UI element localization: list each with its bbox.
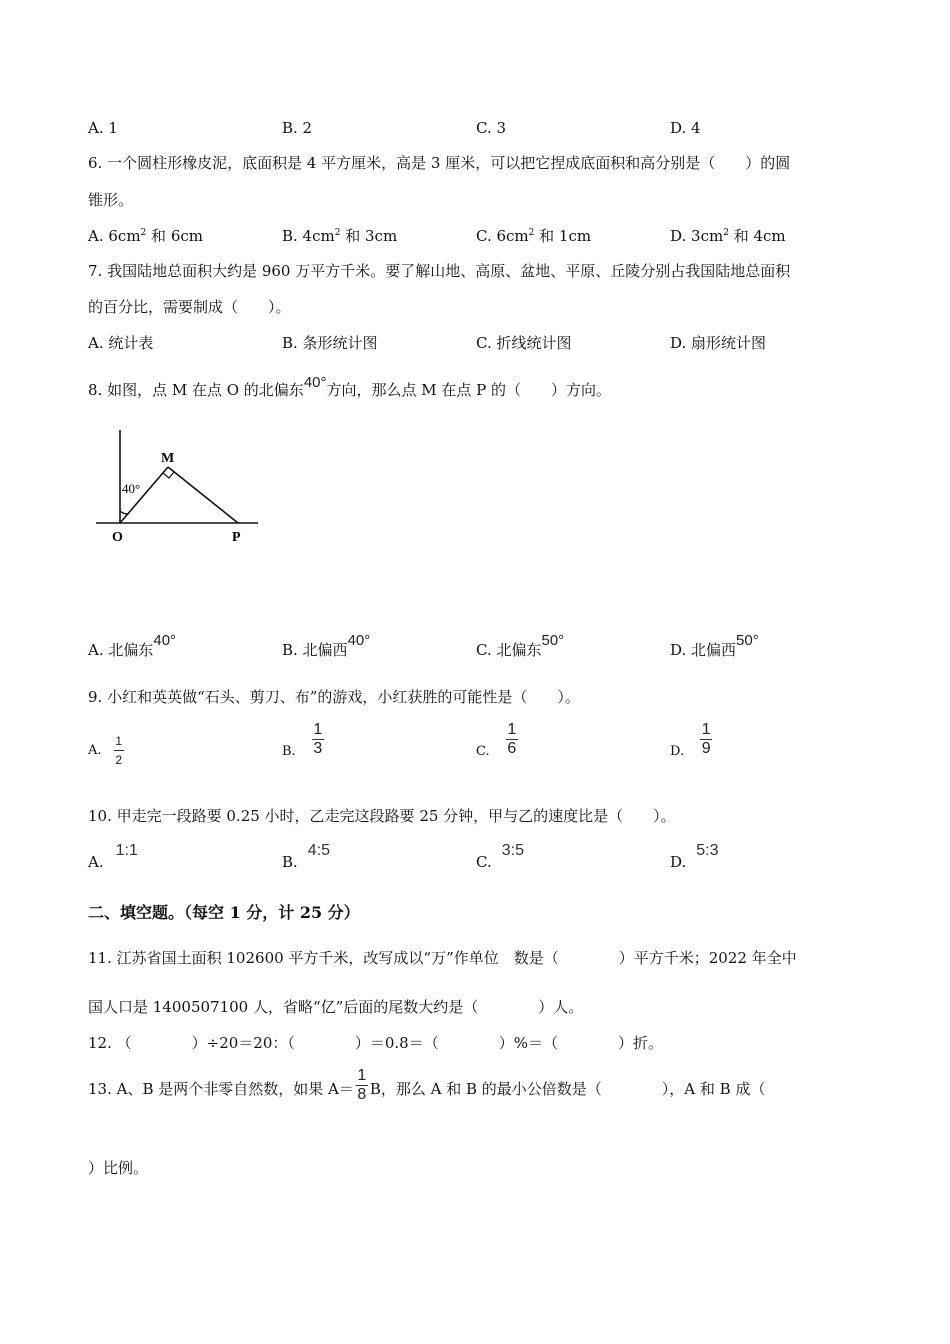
section-2-heading: 二、填空题。（每空 1 分，计 25 分）: [88, 903, 360, 922]
q6-option-a: A. $6cm^2$ 和 6cm: [88, 227, 203, 245]
q6-option-c: C. $6cm^2$ 和 1cm: [476, 227, 592, 245]
q7-option-d: D. 扇形统计图: [670, 334, 767, 352]
q11-question: 11. 江苏省国土面积 102600 平方千米，改写成以“万”作单位 数是（ ）平方千米；2022 年全中: [88, 949, 797, 967]
label-o: O: [112, 530, 123, 545]
q10-option-b: B.4:5: [282, 842, 331, 871]
q8-option-b: B. 北偏西40°: [282, 632, 371, 659]
q10-option-c: C.3:5: [476, 842, 524, 871]
q5-option-d: D. 4: [670, 119, 701, 137]
angle-label: 40°: [122, 481, 141, 496]
q9-option-d: D. $\frac{1}{9}$: [670, 721, 711, 759]
angle-arc: [120, 511, 128, 514]
q10-option-a: A.1:1: [88, 842, 138, 871]
q8-option-c: C. 北偏东50°: [476, 632, 565, 659]
q8-option-d: D. 北偏西50°: [670, 632, 759, 659]
q8-option-a: A. 北偏东40°: [88, 632, 177, 659]
q9-option-c: C. $\frac{1}{6}$: [476, 721, 517, 759]
q7-option-a: A. 统计表: [88, 334, 154, 352]
q5-option-c: C. 3: [476, 119, 507, 137]
q12-question: 12. （ ）÷20＝20：（ ）＝0.8＝（ ）%＝（ ）折。: [88, 1034, 663, 1052]
q10-question: 10. 甲走完一段路要 0.25 小时，乙走完这段路要 25 分钟，甲与乙的速度比是（ ）。: [88, 807, 676, 825]
q7-option-c: C. 折线统计图: [476, 334, 572, 352]
q7-question-cont: 的百分比，需要制成（ ）。: [88, 298, 291, 316]
q5-option-b: B. 2: [282, 119, 313, 137]
q6-question: 6. 一个圆柱形橡皮泥，底面积是 4 平方厘米，高是 3 厘米，可以把它捏成底面积和高分别是（ ）的圆: [88, 154, 791, 172]
q10-option-d: D.5:3: [670, 842, 719, 871]
q13-question: 13. A、B 是两个非零自然数，如果 A＝ $\frac{1}{8}$ B，那么 A 和 B 的最小公倍数是（ ），A 和 B 成（: [88, 1067, 766, 1103]
right-angle-mark: [163, 472, 174, 478]
q8-question: 8. 如图，点 M 在点 O 的北偏东40°方向，那么点 M 在点 P 的（ ）方向。: [88, 374, 612, 399]
q6-option-b: B. $4cm^2$ 和 3cm: [282, 227, 398, 245]
q7-option-b: B. 条形统计图: [282, 334, 378, 352]
label-p: P: [232, 530, 241, 545]
q7-question: 7. 我国陆地总面积大约是 960 万平方千米。要了解山地、高原、盆地、平原、丘陵分别占我国陆地总面积: [88, 262, 791, 280]
q13-question-cont: ）比例。: [88, 1159, 149, 1177]
segment-mp: [168, 467, 238, 523]
q9-option-b: B. $\frac{1}{3}$: [282, 721, 323, 759]
q8-direction-figure: [92, 425, 262, 550]
label-m: M: [161, 451, 175, 466]
q11-question-cont: 国人口是 1400507100 人，省略“亿”后面的尾数大约是（ ）人。: [88, 998, 584, 1016]
q6-option-d: D. $3cm^2$ 和 4cm: [670, 227, 786, 245]
q5-option-a: A. 1: [88, 119, 118, 137]
q9-question: 9. 小红和英英做“石头、剪刀、布”的游戏，小红获胜的可能性是（ ）。: [88, 688, 580, 706]
q8-degree: 40°: [303, 374, 327, 391]
q9-option-a: A. $\frac{1}{2}$: [88, 734, 123, 767]
q6-question-cont: 锥形。: [88, 191, 134, 209]
